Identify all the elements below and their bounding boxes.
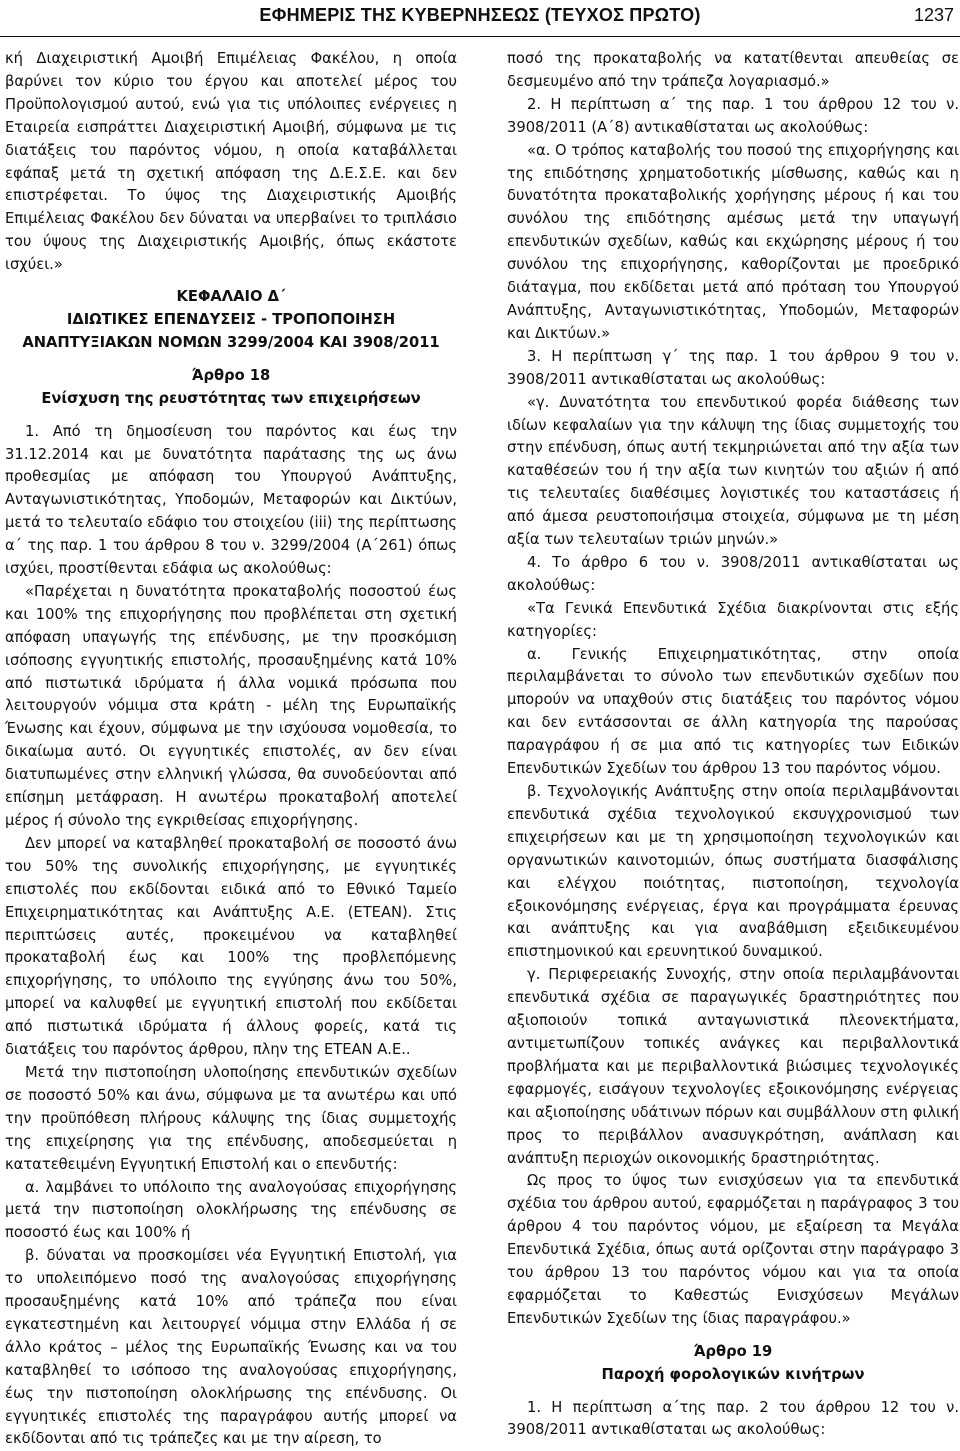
article-title: Παροχή φορολογικών κινήτρων — [601, 1365, 865, 1383]
paragraph: ποσό της προκαταβολής να κατατίθενται απευθείας σε δεσμευμένο από την τράπεζα λογαριασμό.» — [507, 50, 959, 90]
paragraph: «γ. Δυνατότητα του επενδυτικού φορέα διάθεσης των ιδίων κεφαλαίων για την κάλυψη της ίδιας συμμετοχής του στην επένδυση, όπως αυτή τεκμηριώνεται από την αξία των καταθέσεών του ή την αξία των κινητών του αξιών ή από τις τελευταίες διαθέσιμες λογιστικές του καταστάσεις ή από άμεσα ρευστοποιήσιμα στοιχεία, σύμφωνα με τη μέση αξία των τελευταίων τριών μηνών.» — [507, 393, 959, 549]
paragraph: α. Γενικής Επιχειρηματικότητας, στην οποία περιλαμβάνεται το σύνολο των επενδυτικών σχεδίων που μπορούν να υπαχθούν στις διατάξεις του παρόντος νόμου και δεν εντάσσονται σε άλλη κατηγορία της παρούσας παραγράφου ή σε μια από τις κατηγορίες των Ειδικών Επενδυτικών Σχεδίων του άρθρου 13 του παρόντος νόμου. — [507, 645, 959, 778]
paragraph: 1. Η περίπτωση α΄της παρ. 2 του άρθρου 12 του ν. 3908/2011 αντικαθίσταται ως ακολούθως: — [507, 1398, 959, 1439]
right-column — [507, 48, 959, 1439]
paragraph: γ. Περιφερειακής Συνοχής, στην οποία περιλαμβάνονται επενδυτικά σχέδια σε παραγωγικές δραστηριότητες που αξιοποιούν τοπικά ανταγωνιστικά πλεονεκτήματα, αντιμετωπίζουν τοπικές ανάγκες και περιβαλλοντικά προβλήματα και με περιβαλλοντικά βιώσιμες τεχνολογικές εφαρμογές, εισάγουν τεχνολογίες εξοικονόμησης ενέργειας και αξιοποίησης υδάτινων πόρων και συμβάλλουν στη φιλική προς το περιβάλλον ανασυγκρότηση, ανάπλαση και ανάπτυξη περιοχών οικονομικής δραστηριότητας. — [507, 966, 959, 1167]
chapter-title-line: ΑΝΑΠΤΥΞΙΑΚΩΝ ΝΟΜΩΝ 3299/2004 ΚΑΙ 3908/2011 — [22, 333, 440, 351]
paragraph: Δεν μπορεί να καταβληθεί προκαταβολή σε ποσοστό άνω του 50% της συνολικής επιχορήγησης, με εγγυητικές επιστολές που εκδίδονται ειδικά από το Εθνικό Ταμείο Επιχειρηματικότητας και Ανάπτυξης Α.Ε. (ΕΤΕΑΝ). Στις περιπτώσεις αυτές, προκειμένου να καταβληθεί προκαταβολή έως και 100% της προβλεπόμενης επιχορήγησης, το υπόλοιπο της εγγύησης άνω του 50%, μπορεί να καλυφθεί με εγγυητική επιστολή που εκδίδεται από πιστωτικά ιδρύματα ή άλλους φορείς, κατά τις διατάξεις του παρόντος άρθρου, πλην της ΕΤΕΑΝ Α.Ε.. — [5, 834, 457, 1059]
gazette-title: ΕΦΗΜΕΡΙΣ ΤΗΣ ΚΥΒΕΡΝΗΣΕΩΣ (ΤΕΥΧΟΣ ΠΡΩΤΟ) — [259, 5, 701, 25]
paragraph: Μετά την πιστοποίηση υλοποίησης επενδυτικών σχεδίων σε ποσοστό 50% και άνω, σύμφωνα με τα ανωτέρω και υπό την προϋπόθεση πλήρους κάλυψης της ίδιας συμμετοχής της επιχείρησης για της επένδυσης, αποδεσμεύεται η κατατεθειμένη Εγγυητική Επιστολή και ο επενδυτής: — [5, 1063, 457, 1173]
paragraph: 4. Το άρθρο 6 του ν. 3908/2011 αντικαθίσταται ως ακολούθως: — [507, 553, 959, 594]
paragraph: «α. Ο τρόπος καταβολής του ποσού της επιχορήγησης και της επιδότησης χρηματοδοτικής μίσθωσης, καθώς και η δυνατότητα προκαταβολικής χορήγησης μέρους ή και του συνόλου της επιδότησης αμέσως μετά την υπαγωγή επενδυτικών σχεδίων, καθώς και εκχώρησης μέρους ή του συνόλου της επιχορήγησης, καθορίζονται με προεδρικό διάταγμα, που εκδίδεται μετά από πρόταση του Υπουργού Ανάπτυξης, Ανταγωνιστικότητας, Υποδομών, Μεταφορών και Δικτύων.» — [507, 141, 959, 342]
paragraph: β. Τεχνολογικής Ανάπτυξης στην οποία περιλαμβάνονται επενδυτικά σχέδια τεχνολογικού εκσυγχρονισμού των επιχειρήσεων και με τη χρησιμοποίηση τεχνολογικών και οργανωτικών καινοτομιών, όπως συστήματα διασφάλισης και ελέγχου ποιότητας, πιστοποίηση, τεχνολογία εξοικονόμησης ενέργειας, έργα και προγράμματα έρευνας και ανάπτυξης και για αναβάθμιση εξειδικευμένου επιστημονικού και ερευνητικού δυναμικού. — [507, 783, 959, 961]
paragraph: «Τα Γενικά Επενδυτικά Σχέδια διακρίνονται στις εξής κατηγορίες: — [507, 599, 959, 640]
paragraph: «Παρέχεται η δυνατότητα προκαταβολής ποσοστού έως και 100% της επιχορήγησης που προβλέπεται στη σχετική απόφαση υπαγωγής της επένδυσης, με την προσκόμιση ισόποσης εγγυητικής επιστολής, προσαυξημένης κατά 10% από πιστωτικά ιδρύματα ή άλλα νομικά πρόσωπα που λειτουργούν νόμιμα στα κράτη - μέλη της Ευρωπαϊκής Ένωσης και έχουν, σύμφωνα με την ισχύουσα νομοθεσία, το δικαίωμα αυτό. Οι εγγυητικές επιστολές, αν δεν είναι διατυπωμένες στην ελληνική γλώσσα, θα συνοδεύονται από επίσημη μετάφραση. Η ανωτέρω προκαταβολή αποτελεί μέρος ή σύνολο της εγκριθείσας επιχορήγησης. — [5, 582, 457, 829]
chapter-title-line: ΙΔΙΩΤΙΚΕΣ ΕΠΕΝΔΥΣΕΙΣ - ΤΡΟΠΟΠΟΙΗΣΗ — [66, 310, 396, 328]
paragraph: 2. Η περίπτωση α΄ της παρ. 1 του άρθρου 12 του ν. 3908/2011 (Α΄8) αντικαθίσταται ως ακολούθως: — [507, 95, 959, 136]
page-header — [0, 0, 960, 37]
article-title: Ενίσχυση της ρευστότητας των επιχειρήσεων — [41, 389, 421, 407]
chapter-heading: ΚΕΦΑΛΑΙΟ Δ΄ — [176, 288, 286, 306]
paragraph: κή Διαχειριστική Αμοιβή Επιμέλειας Φακέλου, η οποία βαρύνει τον κύριο του έργου και αποτελεί μέρος του Προϋπολογισμού αυτού, ενώ για τις υπόλοιπες ενέργειες η Εταιρεία εισπράττει Διαχειριστική Αμοιβή, σύμφωνα με τις διατάξεις του παρόντος νόμου, η οποία καταβάλλεται εφάπαξ μετά τη σχετική απόφαση της Δ.Ε.Σ.Ε. και δεν επιστρέφεται. Το ύψος της Διαχειριστικής Αμοιβής Επιμέλειας Φακέλου δεν δύναται να υπερβαίνει το τριπλάσιο του ύψους της Διαχειριστικής Αμοιβής, όπως εκάστοτε ισχύει.» — [5, 50, 457, 274]
paragraph: Ως προς το ύψος των ενισχύσεων για τα επενδυτικά σχέδια του άρθρου αυτού, εφαρμόζεται η παράγραφος 3 του άρθρου 4 του παρόντος νόμου, με εξαίρεση τα Μεγάλα Επενδυτικά Σχέδια, όπως αυτά ορίζονται στην παράγραφο 3 του άρθρου 13 του παρόντος νόμου και για τα οποία εφαρμόζεται το Καθεστώς Ενισχύσεων Μεγάλων Επενδυτικών Σχεδίων της ίδιας παραγράφου.» — [507, 1172, 959, 1327]
left-column — [5, 48, 457, 1448]
article-heading: Άρθρο 18 — [191, 366, 271, 384]
article-heading: Άρθρο 19 — [693, 1342, 773, 1360]
paragraph: α. λαμβάνει το υπόλοιπο της αναλογούσας επιχορήγησης μετά την πιστοποίηση ολοκλήρωσης της επένδυσης σε ποσοστό έως και 100% ή — [5, 1178, 457, 1242]
paragraph: 3. Η περίπτωση γ΄ της παρ. 1 του άρθρου 9 του ν. 3908/2011 αντικαθίσταται ως ακολούθως: — [507, 347, 959, 388]
page-number: 1237 — [913, 5, 954, 25]
paragraph: 1. Από τη δημοσίευση του παρόντος και έως την 31.12.2014 και με δυνατότητα παράτασης της ως άνω προθεσμίας με απόφαση του Υπουργού Ανάπτυξης, Ανταγωνιστικότητας, Υποδομών, Μεταφορών και Δικτύων, μετά το τελευταίο εδάφιο του στοιχείου (iii) της περίπτωσης α΄ της παρ. 1 του άρθρου 8 του ν. 3299/2004 (Α΄261) όπως ισχύει, προστίθενται εδάφια ως ακολούθως: — [5, 422, 457, 578]
paragraph: β. δύναται να προσκομίσει νέα Εγγυητική Επιστολή, για το υπολειπόμενο ποσό της αναλογούσας επιχορήγησης προσαυξημένης κατά 10% από τράπεζα που είναι εγκατεστημένη και λειτουργεί νόμιμα στην Ελλάδα ή σε άλλο κράτος – μέλος της Ευρωπαϊκής Ένωσης και να του καταβληθεί το ισόποσο της αναλογούσας επιχορήγησης, έως την πιστοποίηση ολοκλήρωσης της επένδυσης. Οι εγγυητικές επιστολές της παραγράφου αυτής μπορεί να εκδίδονται από τις τράπεζες και με την αίρεση, το — [5, 1247, 457, 1448]
